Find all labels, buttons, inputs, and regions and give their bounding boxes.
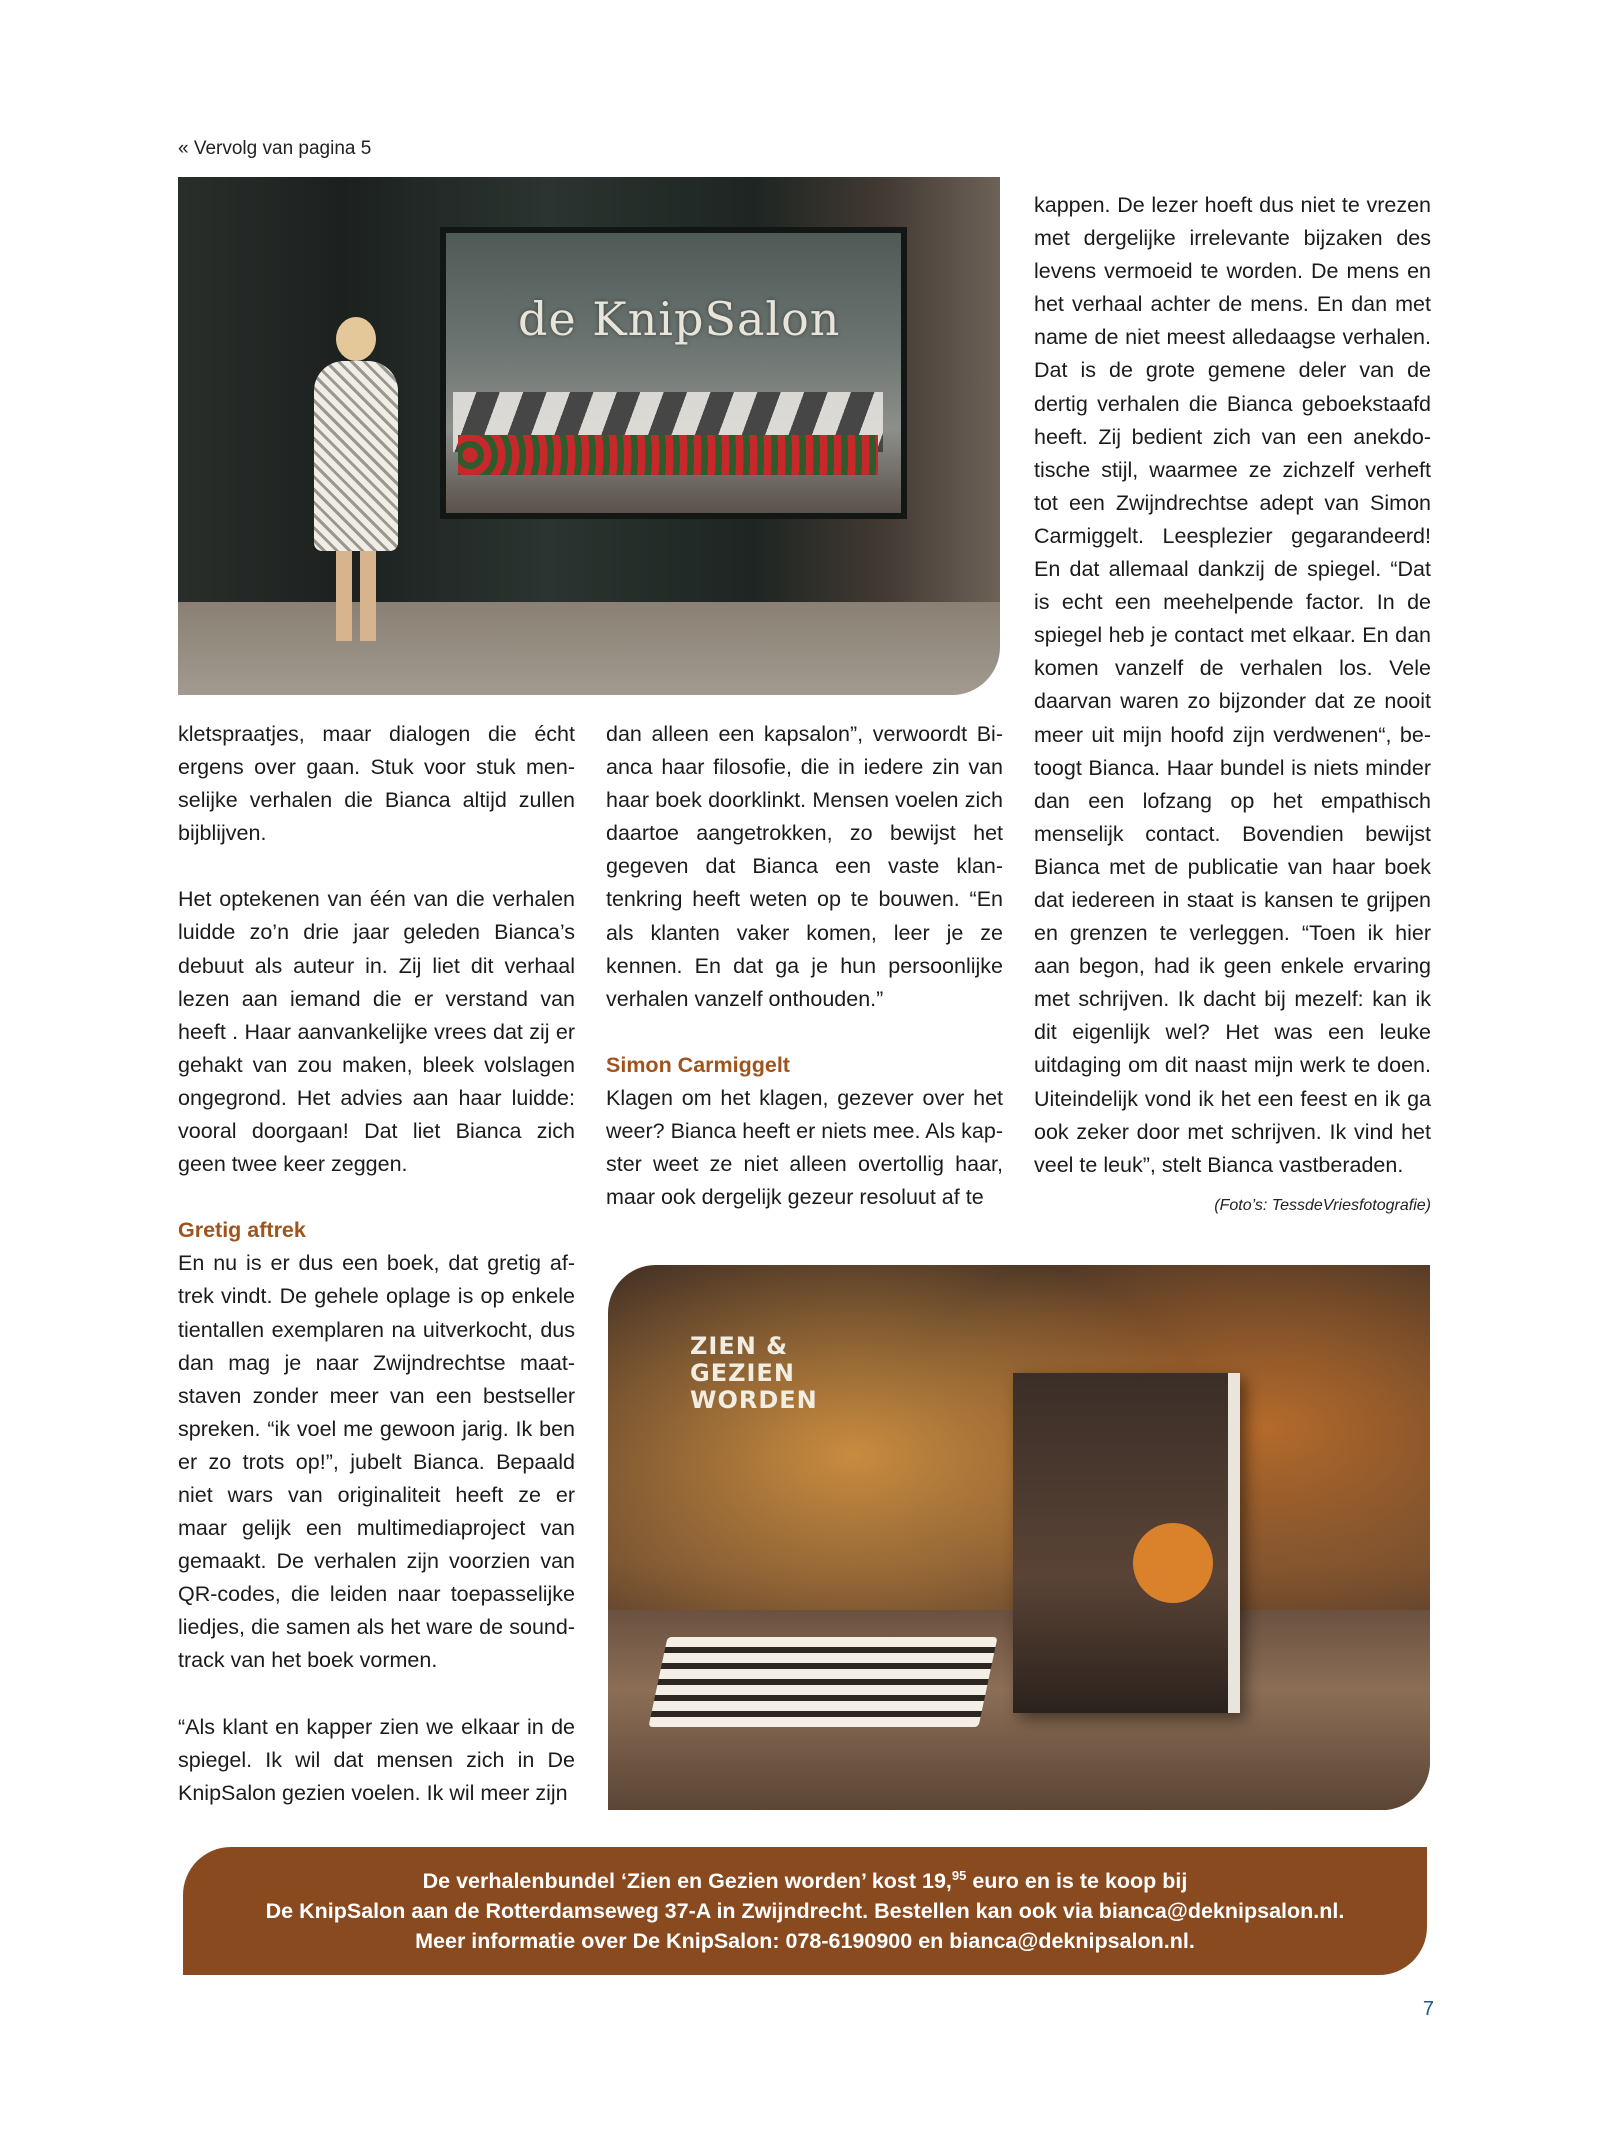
- standing-book: [1013, 1373, 1240, 1713]
- article-column-1: [178, 718, 575, 1810]
- book-photo: [608, 1265, 1430, 1810]
- paragraph: dan alleen een kapsalon”, verwoordt Bianca haar filosofie, die in iedere zin van haar boek doorklinkt. Mensen voelen zich daartoe aangetrokken, zo bewijst het gegeven dat Bianca een vaste klantenkring heeft weten op te bouwen. “En als klanten vaker komen, leer je ze kennen. En dat ga je hun persoonlijke verhalen vanzelf onthouden.”: [606, 722, 1003, 1011]
- paragraph: Klagen om het klagen, gezever over het weer? Bianca heeft er niets mee. Als kapster weet ze niet alleen overtollig haar, maar ook dergelijk gezeur resoluut af te: [606, 1085, 1003, 1210]
- woman-dress: [314, 361, 398, 551]
- storefront-photo: [178, 177, 1000, 695]
- cover-disc: [1133, 1523, 1213, 1603]
- photo-credit: (Foto’s: TessdeVriesfotografie): [1214, 1197, 1431, 1214]
- paragraph: kappen. De lezer hoeft dus niet te vrezen met dergelijke irrelevante bijzaken des levens vermoeid te worden. De mens en het verhaal achter de mens. En dan met name de niet meest alledaagse verhalen. Dat is de grote gemene deler van de dertig verhalen die Bianca geboekstaafd heeft. Zij bedient zich van een anekdotische stijl, waarmee ze zichzelf verheft tot een Zwijndrechtse adept van Simon Carmiggelt. Leesplezier gegarandeerd! En dat allemaal dankzij de spiegel. “Dat is echt een meehelpende factor. In de spiegel heb je contact met elkaar. En dan komen vanzelf de verhalen los. Vele daarvan waren zo bijzonder dat ze nooit meer uit mijn hoofd zijn verdwenen“, betoogt Bianca. Haar bundel is niets minder dan een lofzang op het empathisch menselijk contact. Bovendien bewijst Bianca met de publicatie van haar boek dat iedereen in staat is kansen te grijpen en grenzen te verleggen. “Toen ik hier aan begon, had ik geen enkele ervaring met schrijven. Ik dacht bij mezelf: kan ik dit eigenlijk wel? Het was een leuke uitdaging om dit naast mijn werk te doen. Uiteindelijk vond ik het een feest en ik ga ook zeker door met schrijven. Ik vind het veel te leuk”, stelt Bianca vastberaden.: [1034, 193, 1431, 1177]
- book-stack: [648, 1637, 997, 1727]
- section-heading-simon-carmiggelt: Simon Carmiggelt: [606, 1052, 790, 1077]
- flower-box: [458, 435, 878, 475]
- paragraph: kletspraatjes, maar dialogen die écht ergens over gaan. Stuk voor stuk menselijke verhalen die Bianca altijd zullen bijblijven.: [178, 722, 575, 846]
- paragraph: En nu is er dus een boek, dat gretig aftrek vindt. De gehele oplage is op enkele tientallen exemplaren na uitverkocht, dus dan mag je naar Zwijndrechtse maatstaven zonder meer van een bestseller spreken. “ik voel me gewoon jarig. Ik ben er zo trots op!”, jubelt Bianca. Bepaald niet wars van originaliteit heeft ze er maar gelijk een multimediaproject van gemaakt. De verhalen zijn voorzien van QR-codes, die leiden naar toepasselijke liedjes, die samen als het ware de soundtrack van het boek vormen.: [178, 1251, 575, 1673]
- paragraph: Het optekenen van één van die verhalen luidde zo’n drie jaar geleden Bianca’s debuut als auteur in. Zij liet dit verhaal lezen aan iemand die er verstand van heeft . Haar aanvankelijke vrees dat zij er gehakt van zou maken, bleek volslagen ongegrond. Het advies aan haar luidde: vooral doorgaan! Dat liet Bianca zich geen twee keer zeggen.: [178, 887, 575, 1177]
- info-line-contact: Meer informatie over De KnipSalon: 078-6190900 en bianca@deknipsalon.nl.: [415, 1929, 1195, 1953]
- woman-head: [336, 317, 376, 361]
- info-line-price: [183, 1866, 1427, 1896]
- shop-sign: de KnipSalon: [518, 292, 841, 346]
- article-column-3: [1034, 189, 1431, 1182]
- info-line-address: De KnipSalon aan de Rotterdamseweg 37-A in Zwijndrecht. Bestellen kan ook via bianca@deknipsalon.nl.: [265, 1899, 1345, 1923]
- page-number: 7: [1422, 1998, 1434, 2020]
- woman-figure: [310, 317, 400, 647]
- continuation-note: « Vervolg van pagina 5: [178, 138, 372, 159]
- woman-legs: [336, 551, 376, 641]
- info-price-cents: 95: [951, 1867, 967, 1883]
- info-price-text: De verhalenbundel ‘Zien en Gezien worden’ kost 19,: [422, 1869, 952, 1893]
- info-box: [183, 1847, 1427, 1975]
- info-price-suffix: euro en is te koop bij: [966, 1869, 1188, 1893]
- book-cover-title: ZIEN & GEZIEN WORDEN: [690, 1332, 818, 1414]
- section-heading-gretig-aftrek: Gretig aftrek: [178, 1218, 306, 1243]
- article-column-2: [606, 718, 1003, 1214]
- shop-window: [440, 227, 907, 519]
- paragraph: “Als klant en kapper zien we elkaar in de spiegel. Ik wil dat mensen zich in De KnipSalon gezien voelen. Ik wil meer zijn: [178, 1714, 575, 1805]
